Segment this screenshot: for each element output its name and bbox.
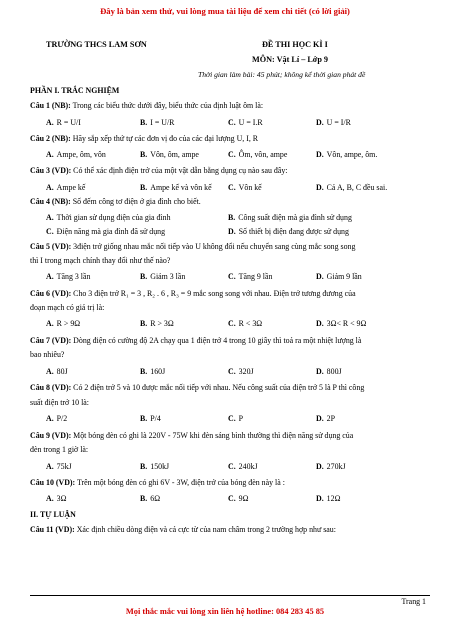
q7-option-b: B. 160J xyxy=(140,367,166,376)
question-8-cont: suất điện trở 10 là: xyxy=(30,398,89,407)
q1-option-a: A. R = U/I xyxy=(46,118,81,127)
q4-option-b: B. Công suất điện mà gia đình sử dụng xyxy=(228,213,352,222)
q8-option-c: C. P xyxy=(228,414,244,423)
q7-option-a: A. 80J xyxy=(46,367,68,376)
q5-option-a: A. Tăng 3 lần xyxy=(46,272,91,281)
q5-option-b: B. Giảm 3 lần xyxy=(140,272,186,281)
question-9: Câu 9 (VD): Một bóng đèn có ghi là 220V - 75W khi đèn sáng bình thường thì điện năng sử dụng của xyxy=(30,431,354,440)
q10-option-c: C. 9Ω xyxy=(228,494,249,503)
q7-option-c: C. 320J xyxy=(228,367,254,376)
q8-option-a: A. P/2 xyxy=(46,414,68,423)
q9-option-a: A. 75kJ xyxy=(46,462,72,471)
question-5: Câu 5 (VD): 3điện trở giống nhau mắc nối tiếp vào U không đổi nếu chuyển sang cùng mắc song song xyxy=(30,242,356,251)
q3-option-c: C. Vôn kế xyxy=(228,183,262,192)
question-7: Câu 7 (VD): Dòng điện có cường độ 2A chạy qua 1 điện trở 4 trong 10 giây thì toả ra một nhiệt lượng là xyxy=(30,336,362,345)
hotline-banner: Mọi thắc mắc vui lòng xin liên hệ hotline: 084 283 45 85 xyxy=(125,607,325,616)
q6-option-d: D. 3Ω< R < 9Ω xyxy=(316,319,367,328)
q3-option-b: B. Ampe kế và vôn kế xyxy=(140,183,212,192)
q5-option-c: C. Tăng 9 lần xyxy=(228,272,273,281)
q9-option-d: D. 270kJ xyxy=(316,462,346,471)
section-title: PHẦN I. TRẮC NGHIỆM xyxy=(30,86,120,95)
q10-option-a: A. 3Ω xyxy=(46,494,67,503)
q8-option-d: D. 2P xyxy=(316,414,336,423)
q1-option-b: B. I = U/R xyxy=(140,118,175,127)
q2-option-b: B. Vôn, ôm, ampe xyxy=(140,150,199,159)
q2-option-d: D. Vôn, ampe, ôm. xyxy=(316,150,378,159)
question-6-cont: đoạn mạch có giá trị là: xyxy=(30,303,105,312)
time-note: Thời gian làm bài: 45 phút; không kể thời gian phát đề xyxy=(198,70,366,79)
page-number: Trang 1 xyxy=(401,597,426,606)
question-1: Câu 1 (NB): Trong các biểu thức dưới đây, biểu thức của định luật ôm là: xyxy=(30,101,264,110)
question-4: Câu 4 (NB): Số đếm công tơ điện ở gia đình cho biết. xyxy=(30,197,201,206)
q3-option-a: A. Ampe kế xyxy=(46,183,86,192)
q9-option-c: C. 240kJ xyxy=(228,462,258,471)
q4-option-a: A. Thời gian sử dụng điện của gia đình xyxy=(46,213,171,222)
q2-option-c: C. Ôm, vôn, ampe xyxy=(228,150,288,159)
q9-option-b: B. 150kJ xyxy=(140,462,170,471)
q3-option-d: D. Cả A, B, C đều sai. xyxy=(316,183,388,192)
question-10: Câu 10 (VD): Trên một bóng đèn có ghi 6V - 3W, điện trở của bóng đèn này là : xyxy=(30,478,285,487)
preview-banner: Đây là bản xem thử, vui lòng mua tài liệu để xem chi tiết (có lời giải) xyxy=(100,6,350,16)
q8-option-b: B. P/4 xyxy=(140,414,161,423)
q7-option-d: D. 800J xyxy=(316,367,342,376)
exam-title: ĐỀ THI HỌC KÌ I xyxy=(262,40,328,49)
q2-option-a: A. Ampe, ôm, vôn xyxy=(46,150,106,159)
q10-option-b: B. 6Ω xyxy=(140,494,161,503)
q6-option-c: C. R < 3Ω xyxy=(228,319,263,328)
question-9-cont: đèn trong 1 giờ là: xyxy=(30,445,89,454)
q6-option-a: A. R > 9Ω xyxy=(46,319,81,328)
question-11: Câu 11 (VD): Xác định chiều dòng điện và cả cực từ của nam châm trong 2 trường hợp như sau: xyxy=(30,525,336,534)
q4-option-d: D. Số thiết bị điện đang được sử dụng xyxy=(228,227,349,236)
subject-title: MÔN: Vật Lí – Lớp 9 xyxy=(252,55,329,64)
question-5-cont: thì I trong mạch chính thay đổi như thế nào? xyxy=(30,256,171,265)
q5-option-d: D. Giảm 9 lần xyxy=(316,272,362,281)
q1-option-d: D. U = I/R xyxy=(316,118,351,127)
section-2-title: II. TỰ LUẬN xyxy=(30,510,76,519)
q10-option-d: D. 12Ω xyxy=(316,494,341,503)
question-7-cont: bao nhiêu? xyxy=(30,350,65,359)
footer-divider xyxy=(30,595,430,596)
question-3: Câu 3 (VD): Có thể xác định điện trở của một vật dẫn bằng dụng cụ nào sau đây: xyxy=(30,166,288,175)
question-8: Câu 8 (VD): Có 2 điện trở 5 và 10 được mắc nối tiếp với nhau. Nếu công suất của điện trở 5 là P thì công xyxy=(30,383,365,392)
q1-option-c: C. U = I.R xyxy=(228,118,263,127)
school-name: TRƯỜNG THCS LAM SƠN xyxy=(46,40,147,49)
q6-option-b: B. R > 3Ω xyxy=(140,319,174,328)
q4-option-c: C. Điện năng mà gia đình đã sử dụng xyxy=(46,227,166,236)
question-6: Câu 6 (VD): Cho 3 điện trở R₁ = 3 , R₂ . 6 , R₃ = 9 mắc song song với nhau. Điện trở tương đương của xyxy=(30,289,356,298)
question-2: Câu 2 (NB): Hãy sắp xếp thứ tự các đơn vị đo của các đại lượng U, I, R xyxy=(30,134,259,143)
